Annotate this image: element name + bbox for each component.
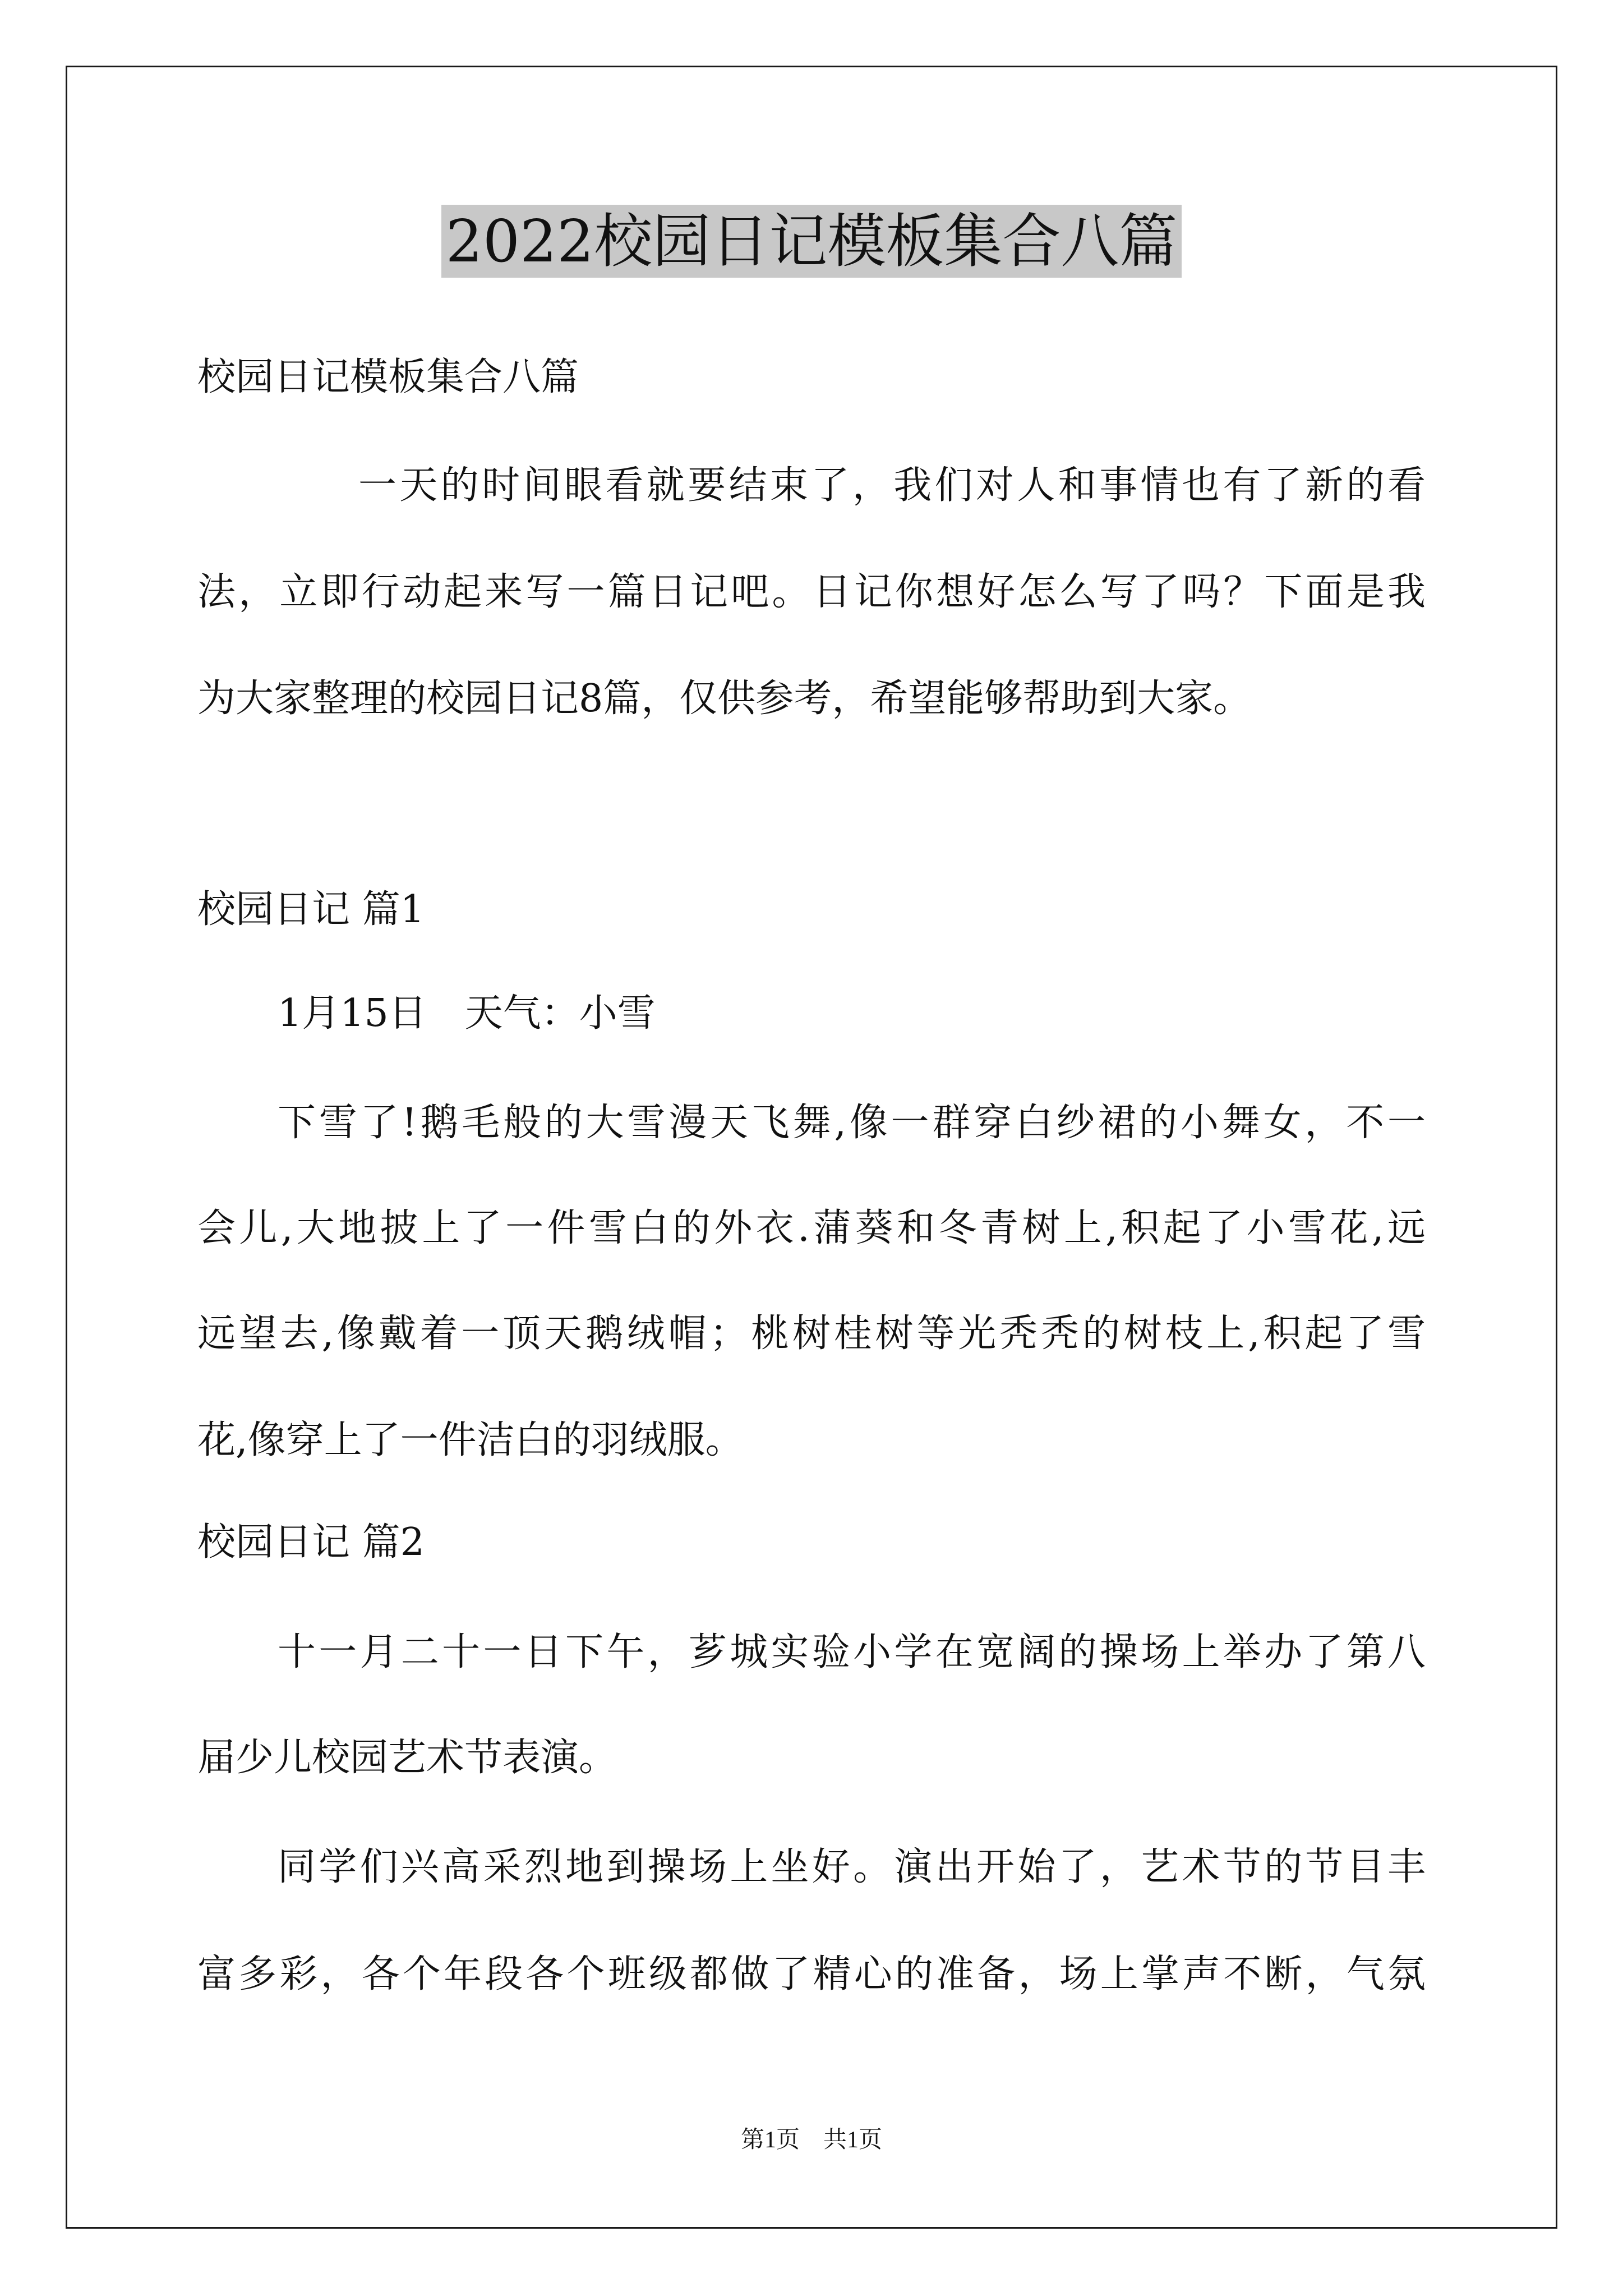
document-subtitle: 校园日记模板集合八篇	[197, 355, 579, 399]
intro-line: 一天的时间眼看就要结束了，我们对人和事情也有了新的看	[358, 463, 1426, 508]
entry-body-line: 会儿,大地披上了一件雪白的外衣.蒲葵和冬青树上,积起了小雪花,远	[197, 1206, 1426, 1250]
entry-heading: 校园日记 篇1	[197, 887, 425, 932]
entry-body-line: 远望去,像戴着一顶天鹅绒帽；桃树桂树等光秃秃的树枝上,积起了雪	[197, 1312, 1426, 1356]
entry-body-line: 届少儿校园艺术节表演。	[197, 1736, 617, 1780]
document-title: 2022校园日记模板集合八篇	[441, 205, 1182, 278]
entry-body-line: 十一月二十一日下午，芗城实验小学在宽阔的操场上举办了第八	[278, 1630, 1426, 1674]
entry-date-line: 1月15日 天气：小雪	[278, 991, 656, 1036]
entry-heading: 校园日记 篇2	[197, 1520, 425, 1565]
intro-line: 法，立即行动起来写一篇日记吧。日记你想好怎么写了吗？下面是我	[197, 570, 1426, 614]
entry-body-line: 花,像穿上了一件洁白的羽绒服。	[197, 1418, 744, 1462]
entry-body-line: 同学们兴高采烈地到操场上坐好。演出开始了，艺术节的节目丰	[278, 1845, 1426, 1889]
entry-body-line: 富多彩，各个年段各个班级都做了精心的准备，场上掌声不断，气氛	[197, 1952, 1426, 1996]
title-container	[0, 205, 1623, 278]
entry-body-line: 下雪了!鹅毛般的大雪漫天飞舞,像一群穿白纱裙的小舞女，不一	[278, 1101, 1426, 1145]
page-indicator: 第1页 共1页	[740, 2127, 882, 2153]
intro-line: 为大家整理的校园日记8篇，仅供参考，希望能够帮助到大家。	[197, 677, 1252, 721]
